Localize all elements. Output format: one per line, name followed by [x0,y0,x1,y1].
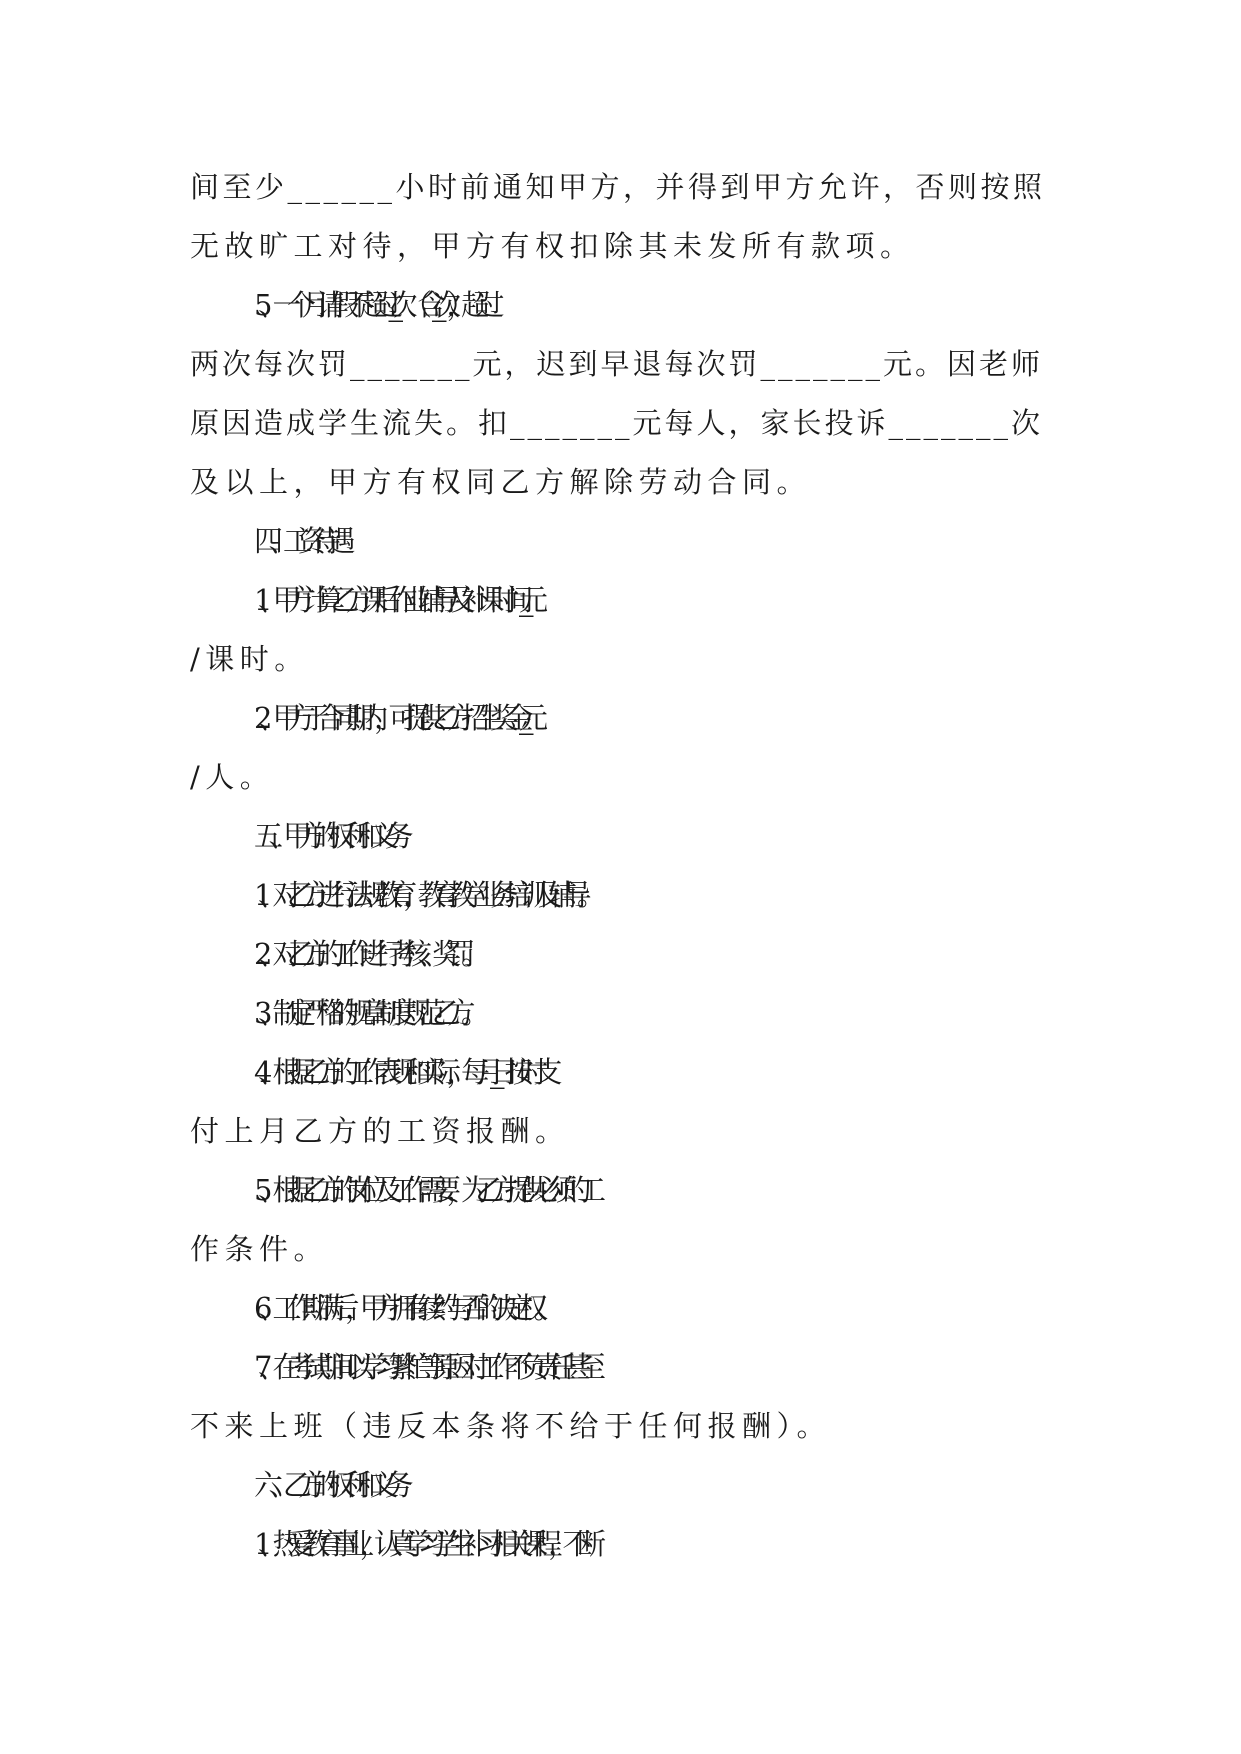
text-line: 5、根据乙方的岗位及工作需要，为乙方提供必须的工 [254,1173,592,1207]
text-line: 2、对乙方的工作进行考核、奖罚。 [254,937,476,971]
section-heading-party-a [190,807,1050,866]
text-line: 原因造成学生流失。扣_______元每人，家长投诉_______次 [190,406,1044,440]
paragraph-party-b-1 [190,1515,1050,1574]
text-line: /人。 [190,760,275,794]
paragraph-salary-bonus [190,689,1050,807]
paragraph-party-a-4 [190,1043,1050,1161]
text-line: /课时。 [190,642,309,676]
paragraph-party-a-6 [190,1279,1050,1338]
text-line: 2、甲方于合同期内，可提供乙方招生奖金_________元 [254,701,534,735]
section-heading-salary [190,512,1050,571]
paragraph-party-a-5 [190,1161,1050,1279]
text-line: 无故旷工对待，甲方有权扣除其未发所有款项。 [190,229,915,263]
text-line: 两次每次罚_______元，迟到早退每次罚_______元。因老师 [190,347,1044,381]
text-line: 付上月乙方的工资报酬。 [190,1114,570,1148]
text-line: 及以上，甲方有权同乙方解除劳动合同。 [190,465,812,499]
paragraph-party-a-7 [190,1338,1050,1456]
paragraph-notice-rule [190,158,1050,276]
text-line: 4、根据乙方的工作表现和实际，每月______日按时支 [254,1055,548,1089]
text-line: 1、对乙方进行法规教育，教育教学业务培训及辅导。 [254,878,592,912]
section-heading: 四、工资待遇 [254,524,342,558]
section-heading: 六、乙方的权利和义务 [254,1468,400,1502]
paragraph-party-a-2 [190,925,1050,984]
text-line: 5、一个月请假不超过_______次（含_______次），超过 [254,288,490,322]
text-line: 7、在考试期间以学习繁忙等原因对工作不负责任甚至 [254,1350,592,1384]
text-line: 间至少______小时前通知甲方，并得到甲方允许，否则按照 [190,170,1046,204]
text-line: 3、制定严格的规章制度规范乙方。 [254,996,476,1030]
section-heading: 五、甲方的权利和义务 [254,819,400,853]
document-page [190,158,1050,1574]
section-heading-party-b [190,1456,1050,1515]
paragraph-party-a-3 [190,984,1050,1043]
text-line: 6、工作期满后，甲方拥有续约与否的决定权。 [254,1291,548,1325]
text-line: 不来上班（违反本条将不给于任何报酬）。 [190,1409,832,1443]
text-line: 1、甲方计算乙方课后作业辅导及补课时间_________元 [254,583,534,617]
paragraph-party-a-1 [190,866,1050,925]
paragraph-leave-penalty [190,276,1050,512]
text-line: 1、热爱教育事业，认真学习学生补习相关课程，不断 [254,1527,592,1561]
paragraph-salary-tutoring [190,571,1050,689]
text-line: 作条件。 [190,1232,329,1266]
